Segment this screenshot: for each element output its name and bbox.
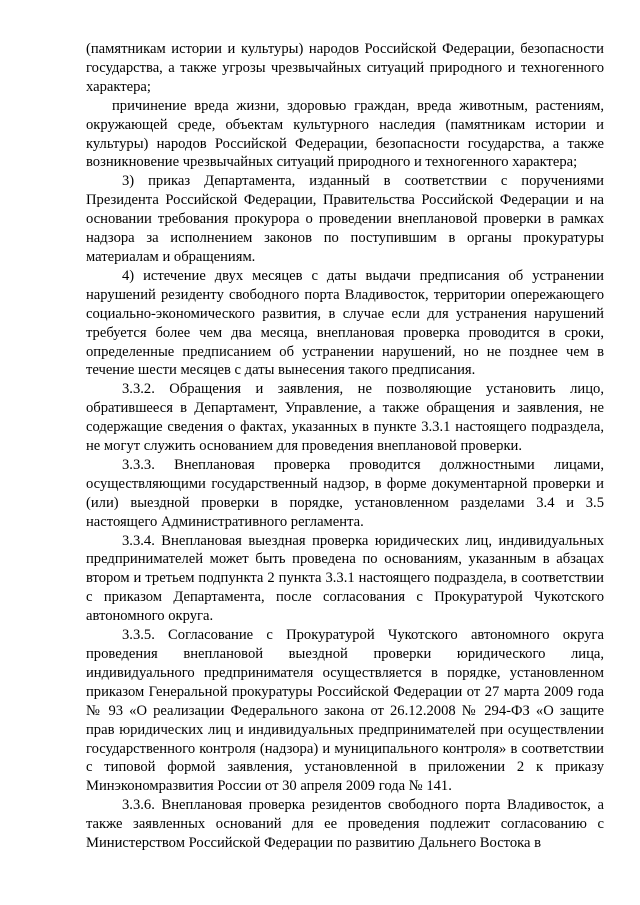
paragraph-continuation: (памятникам истории и культуры) народов Российской Федерации, безопасности государства, а также угрозы чрезвычайных ситуаций природного и техногенного характера; bbox=[86, 41, 604, 95]
paragraph-item-4: 4) истечение двух месяцев с даты выдачи предписания об устранении нарушений резидентy свободного порта Владивосток, территории опережающего социально-экономического развития, в случае если для устранения нарушений требуется более чем два месяца, внеплановая проверка проводится в сроки, определенные предписанием об устранении нарушений, но не позднее чем в течение шести месяцев с даты вынесения такого предписания. bbox=[86, 267, 604, 379]
document-body bbox=[86, 40, 604, 853]
paragraph-3-3-3: 3.3.3. Внеплановая проверка проводится должностными лицами, осуществляющими государственный надзор, в форме документарной проверки и (или) выездной проверки в порядке, установленном разделами 3.4 и 3.5 настоящего Административного регламента. bbox=[86, 456, 604, 530]
paragraph-3-3-6: 3.3.6. Внеплановая проверка резидентов свободного порта Владивосток, а также заявленных оснований для ее проведения подлежит согласованию с Министерством Российской Федерации по развитию Дальнего Востока в bbox=[86, 797, 604, 852]
paragraph-3-3-2: 3.3.2. Обращения и заявления, не позволяющие установить лицо, обратившееся в Департамент, Управление, а также обращения и заявления, не содержащие сведения о фактах, указанных в пункте 3.3.1 настоящего подраздела, не могут служить основанием для проведения внеплановой проверки. bbox=[86, 381, 604, 455]
paragraph-harm-clause: причинение вреда жизни, здоровью граждан, вреда животным, растениям, окружающей среде, объектам культурного наследия (памятникам истории и культуры) народов Российской Федерации, безопасности государства, а также возникновение чрезвычайных ситуаций природного и техногенного характера; bbox=[86, 97, 604, 171]
paragraph-3-3-5: 3.3.5. Согласование с Прокуратурой Чукотского автономного округа проведения внеплановой выездной проверки юридического лица, индивидуального предпринимателя осуществляется в порядке, установленном приказом Генеральной прокуратуры Российской Федерации от 27 марта 2009 года № 93 «О реализации Федерального закона от 26.12.2008 № 294-ФЗ «О защите прав юридических лиц и индивидуальных предпринимателей при осуществлении государственного контроля (надзора) и муниципального контроля» в соответствии с типовой формой заявления, установленной в приложении 2 к приказу Минэкономразвития России от 30 апреля 2009 года № 141. bbox=[86, 627, 604, 795]
paragraph-3-3-4: 3.3.4. Внеплановая выездная проверка юридических лиц, индивидуальных предпринимателей может быть проведена по основаниям, указанным в абзацах втором и третьем подпункта 2 пункта 3.3.1 настоящего подраздела, в соответствии с приказом Департамента, после согласования с Прокуратурой Чукотского автономного округа. bbox=[86, 532, 604, 625]
paragraph-item-3: 3) приказ Департамента, изданный в соответствии с поручениями Президента Российской Федерации, Правительства Российской Федерации и на основании требования прокурора о проведении внеплановой проверки в рамках надзора за исполнением законов по поступившим в органы прокуратуры материалам и обращениям. bbox=[86, 173, 604, 265]
